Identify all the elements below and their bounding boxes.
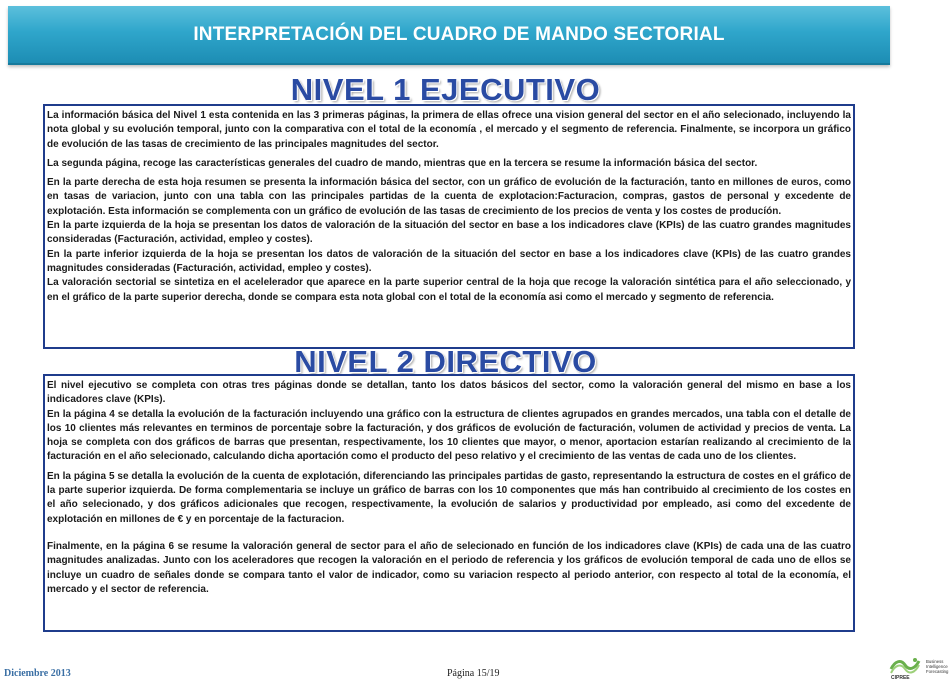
footer-date: Diciembre 2013 bbox=[4, 668, 71, 679]
nivel-2-paragraph: Finalmente, en la página 6 se resume la valoración general de sector para el año de selecionado en función de los indicadores clave (KPIs) de cada una de las cuatro magnitudes analizadas. Junto con los aceleradores que recogen la valoración en el periodo de referencia y los gráficos de evolución temporal de cada uno de ellos se incluye un cuadro de señales donde se compara tanto el valor de indicador, como su variacion respecto al periodo anterior, con respecto al total de la economía, el mercado y el sector de referencia. bbox=[47, 540, 851, 595]
footer-page-number: Página 15/19 bbox=[447, 668, 500, 679]
nivel-1-paragraph: La valoración sectorial se sintetiza en el acelelerador que aparece en la parte superior central de la hoja que recoge la valoración sintética para el año seleccionado, y en el gráfico de la parte superior derecha, donde se compara esta nota global con el total de la economía asi como el mercado y segmento de referencia. bbox=[47, 277, 851, 303]
company-logo bbox=[889, 653, 949, 683]
nivel-1-paragraph: En la parte inferior izquierda de la hoja se presentan los datos de valoración de la situación del sector en base a los indicadores clave (KPIs) de las cuatro grandes magnitudes consideradas (Facturación, actividad, empleo y costes). bbox=[47, 248, 851, 274]
nivel-2-paragraph: En la página 5 se detalla la evolución de la cuenta de explotación, diferenciando las principales partidas de gasto, representando la estructura de costes en el gráfico de la parte superior izquierda. De forma complementaria se incluye un gráfico de barras con los 10 componentes que más han contribuido al crecimiento de los costes en el año selecionado, y dos gráficos adicionales que recogen, respectivamente, la evolución de salarios y productividad por empleado, asi como del excedente de explotación en millones de € y en porcentaje de la facturacion. bbox=[47, 470, 851, 525]
logo-tagline: Business Intelligence Forecasting bbox=[926, 659, 949, 674]
nivel-1-paragraph: En la parte derecha de esta hoja resumen se presenta la información básica del sector, con un gráfico de evolución de la facturación, tanto en millones de euros, como en tasas de variacion, junto con una tabla con las principales partidas de la cuenta de explotacion:Facturacion, compras, gastos de personal y excedente de explotación. Esta información se complementa con un gráfico de evolución de las tasas de crecimiento de los precios de venta y los costes de producíón. bbox=[47, 177, 851, 217]
logo-name: CIPREE bbox=[891, 675, 910, 681]
header-banner bbox=[8, 6, 890, 65]
nivel-1-paragraph: La segunda página, recoge las características generales del cuadro de mando, mientras que en la tercera se resume la información básica del sector. bbox=[47, 157, 758, 169]
nivel-2-paragraph: En la página 4 se detalla la evolución de la facturación incluyendo una gráfico con la estructura de clientes agrupados en grandes mercados, una tabla con el detalle de los 10 clientes más relevantes en terminos de porcentaje sobre la facturación, y dos gráficos de evolución de facturación, volumen de actividad y precios de venta. La hoja se completa con dos gráficos de barras que presentan, respectivamente, los 10 clientes que mayor, o menor, aportacion estarían realizando al crecimiento de la facturación en el año selecionado, calculando dicha aportación como el producto del peso relativo y el crecimiento de las ventas de cada uno de los clientes. bbox=[47, 408, 851, 463]
nivel-2-title: NIVEL 2 DIRECTIVO bbox=[294, 344, 597, 379]
nivel-2-paragraph: El nivel ejecutivo se completa con otras tres páginas donde se detallan, tanto los datos básicos del sector, como la valoración general del mismo en base a los indicadores clave (KPIs). bbox=[47, 380, 851, 406]
nivel-1-paragraph: En la parte izquierda de la hoja se presentan los datos de valoración de la situación del sector en base a los indicadores clave (KPIs) de las cuatro grandes magnitudes consideradas (Facturación, actividad, empleo y costes). bbox=[47, 220, 851, 246]
nivel-1-text-box bbox=[43, 104, 855, 349]
page-title: INTERPRETACIÓN DEL CUADRO DE MANDO SECTORIAL bbox=[193, 23, 725, 45]
nivel-1-paragraph: La información básica del Nivel 1 esta contenida en las 3 primeras páginas, la primera de ellas ofrece una vision general del sector en el año selecionado, incluyendo la nota global y su evolución temporal, junto con la comparativa con el total de la economía , el mercado y el segmento de referencia. Finalmente, se incorpora un gráfico de evolución de las tasas de crecimiento de las principales magnitudes del sector. bbox=[47, 110, 851, 150]
nivel-2-text-box bbox=[43, 374, 855, 632]
nivel-1-title: NIVEL 1 EJECUTIVO bbox=[290, 72, 601, 107]
